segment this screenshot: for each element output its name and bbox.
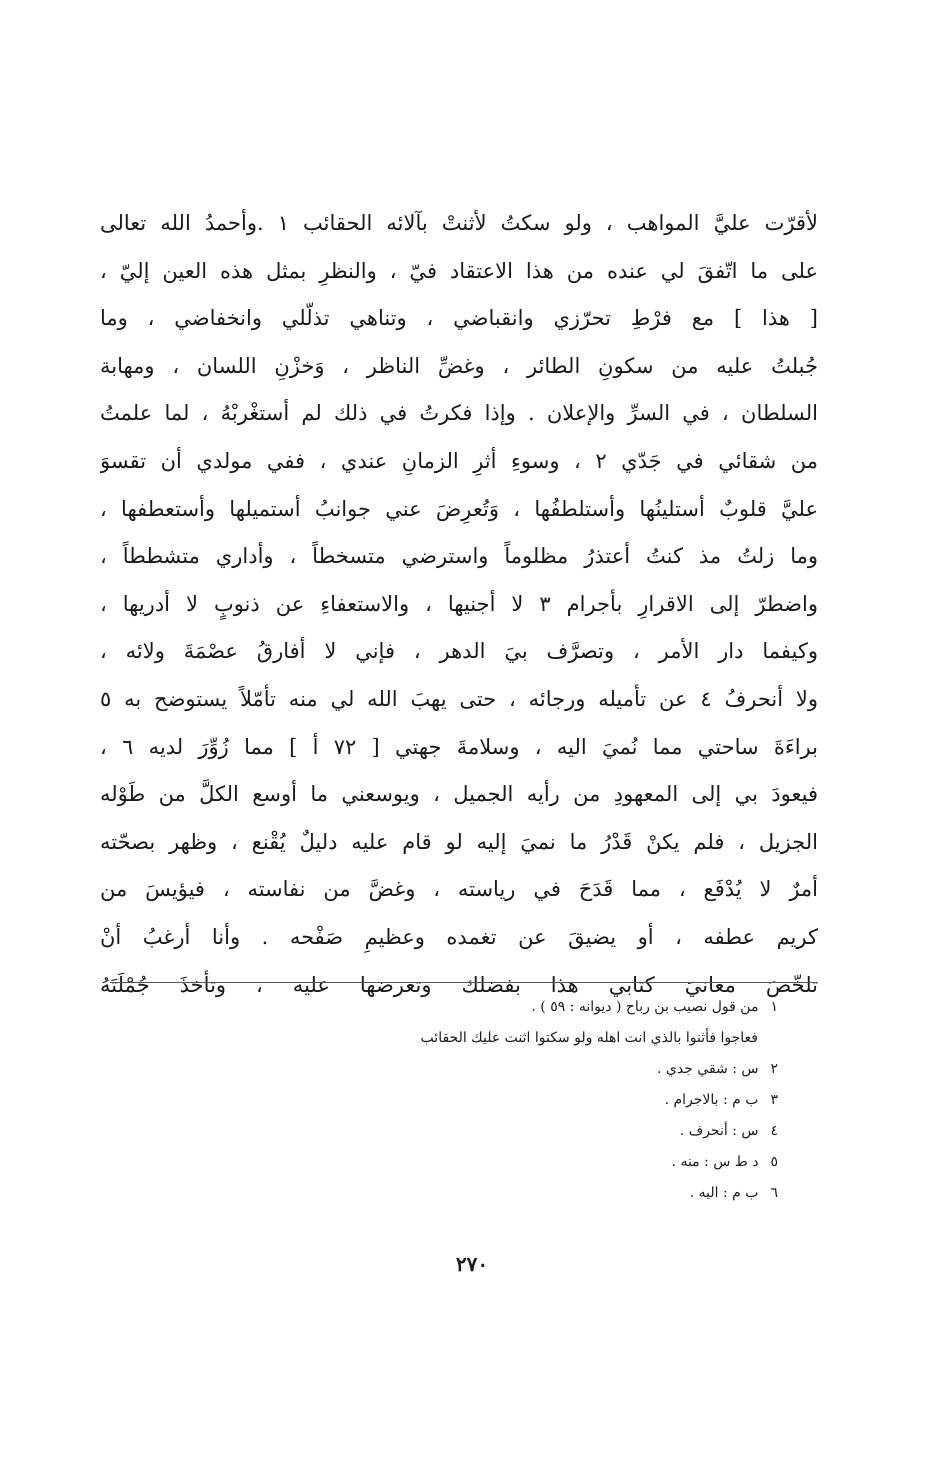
footnote-text: س : أنحرف . bbox=[679, 1123, 759, 1139]
footnote-number: ٤ bbox=[770, 1123, 778, 1139]
text-line: أمرٌ لا يُدْفَع ، مما قَدَحَ في رياسته ، وغضَّ من نفاسته ، فيؤيسَ من bbox=[100, 877, 818, 902]
text-line: من شقائي في جَدّي ٢ ، وسوءِ أثرِ الزمانِ عندي ، ففي مولدي أن تقسوَ bbox=[100, 448, 818, 473]
text-line: [ هذا ] مع فرْطِ تحرّزي وانقباضي ، وتناهي تذلّلي وانخفاضي ، وما bbox=[100, 306, 818, 331]
text-line: تلخّصَ معانيَ كتابي هذا بفضلك وتعرضها عليه ، وتأخذَ جُمْلَتَهُ bbox=[100, 972, 818, 997]
footnote-5 bbox=[150, 1147, 778, 1178]
footnote-number: ٢ bbox=[770, 1061, 778, 1077]
footnote-verse bbox=[150, 1023, 778, 1054]
footnote-separator bbox=[110, 982, 818, 983]
footnote-text: س : شقي جدي . bbox=[656, 1061, 759, 1077]
text-line: واضطرّ إلى الاقرارِ بأجرام ٣ لا أجنيها ، والاستعفاءِ عن ذنوبٍ لا أدريها ، bbox=[100, 591, 818, 616]
footnote-2 bbox=[150, 1054, 778, 1085]
page-number: ٢٧٠ bbox=[455, 1252, 489, 1276]
text-line: على ما اتّفقَ لي عنده من هذا الاعتقاد فيّ ، والنظرِ بمثل هذه العين إليّ ، bbox=[100, 258, 818, 283]
text-line: كريم عطفه ، أو يضيقَ عن تغمده وعظيمِ صَفْحه . وأنا أرغبُ أنْ bbox=[100, 924, 818, 949]
text-line: وما زلتُ مذ كنتُ أعتذرُ مظلوماً واسترضي متسخطاً ، وأداري متشططاً ، bbox=[100, 544, 818, 569]
footnote-text: د ط س : منه . bbox=[671, 1154, 759, 1170]
text-line: فيعودَ بي إلى المعهودِ من رأيه الجميل ، ويوسعني ما أوسع الكلَّ من طَوْله bbox=[100, 782, 818, 807]
footnote-1 bbox=[150, 992, 778, 1023]
footnote-3 bbox=[150, 1085, 778, 1116]
footnote-number: ١ bbox=[770, 999, 778, 1015]
text-line: براءَةَ ساحتي مما نُميَ اليه ، وسلامةَ جهتي [ ٧٢ أ ] مما زُوِّرَ لديه ٦ ، bbox=[100, 734, 818, 759]
footnote-number: ٦ bbox=[770, 1185, 778, 1201]
footnote-6 bbox=[150, 1178, 778, 1209]
footnote-number: ٥ bbox=[770, 1154, 778, 1170]
footnote-4 bbox=[150, 1116, 778, 1147]
footnote-number: ٣ bbox=[770, 1092, 778, 1108]
text-line: السلطان ، في السرِّ والإعلان . وإذا فكرتُ في ذلك لم أستغْربْهُ ، لما علمتُ bbox=[100, 401, 818, 426]
text-line: لأقرّت عليَّ المواهب ، ولو سكتُ لأثنتْ بآلائه الحقائب ١ .وأحمدُ الله تعالى bbox=[100, 211, 818, 235]
footnotes-block bbox=[150, 992, 778, 1209]
footnote-text: ب م : بالاجرام . bbox=[664, 1092, 759, 1108]
footnote-text: ب م : اليه . bbox=[689, 1185, 759, 1201]
text-line: وكيفما دار الأمر ، وتصرَّف بيَ الدهر ، فإني لا أفارقُ عصْمَةَ ولائه ، bbox=[100, 639, 818, 664]
footnote-text: من قول نصيب بن رباح ( ديوانه : ٥٩ ) . bbox=[531, 999, 759, 1015]
main-text-block bbox=[100, 200, 818, 1009]
footnote-verse-text: فعاجوا فأثنوا بالذي انت اهله ولو سكتوا اثنت عليك الحقائب bbox=[420, 1030, 758, 1046]
text-line: ولا أنحرفُ ٤ عن تأميله ورجائه ، حتى يهبَ الله لي منه تأمّلاً يستوضح به ٥ bbox=[100, 686, 818, 711]
text-line: عليَّ قلوبٌ أستلينُها وأستلطفُها ، وَتُعرِضَ عني جوانبُ أستميلها وأستعطفها ، bbox=[100, 496, 818, 521]
text-line: جُبلتُ عليه من سكونِ الطائر ، وغضِّ الناظر ، وَخزْنِ اللسان ، ومهابة bbox=[100, 353, 818, 378]
text-line: الجزيل ، فلم يكنْ قَدْرُ ما نميَ إليه لو قام عليه دليلٌ يُقْنع ، وظهر بصحّته bbox=[100, 829, 818, 854]
